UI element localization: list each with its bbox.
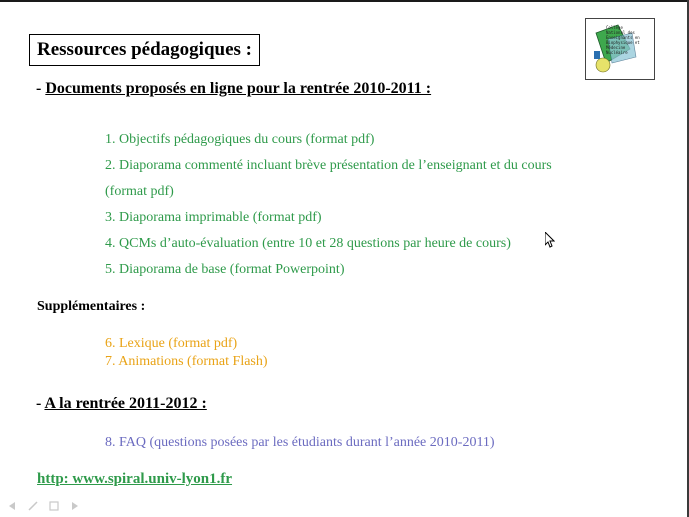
slide-menu-icon[interactable]: [48, 500, 60, 512]
list-item: (format pdf): [105, 184, 174, 199]
section-online-documents-heading: - Documents proposés en ligne pour la rentrée 2010-2011 :: [36, 80, 432, 97]
list-item: 7. Animations (format Flash): [105, 354, 268, 369]
college-logo: [585, 18, 655, 80]
spiral-website-link[interactable]: http: www.spiral.univ-lyon1.fr: [37, 471, 233, 487]
supplementary-label: Supplémentaires :: [37, 299, 146, 314]
list-item: 4. QCMs d’auto-évaluation (entre 10 et 28 questions par heure de cours): [105, 236, 511, 251]
slide-title-text: Ressources pédagogiques :: [37, 39, 252, 60]
list-item: 1. Objectifs pédagogiques du cours (format pdf): [105, 132, 375, 147]
list-item: 8. FAQ (questions posées par les étudiants durant l’année 2010-2011): [105, 435, 495, 450]
list-item: 2. Diaporama commenté incluant brève présentation de l’enseignant et du cours: [105, 158, 552, 173]
prev-slide-icon[interactable]: [6, 500, 18, 512]
window-top-border: [0, 0, 689, 2]
mouse-pointer-icon: [545, 232, 555, 248]
pen-icon[interactable]: [27, 500, 39, 512]
slideshow-toolbar: [6, 500, 81, 512]
list-item: 3. Diaporama imprimable (format pdf): [105, 210, 322, 225]
slide-title: [29, 34, 260, 66]
list-item: 6. Lexique (format pdf): [105, 336, 238, 351]
next-slide-icon[interactable]: [69, 500, 81, 512]
list-item: 5. Diaporama de base (format Powerpoint): [105, 262, 345, 277]
section-next-year-heading: - A la rentrée 2011-2012 :: [36, 395, 207, 412]
logo-text: Collège National des Enseignants en Biophysique et Médecine Nucléaire: [606, 25, 640, 55]
